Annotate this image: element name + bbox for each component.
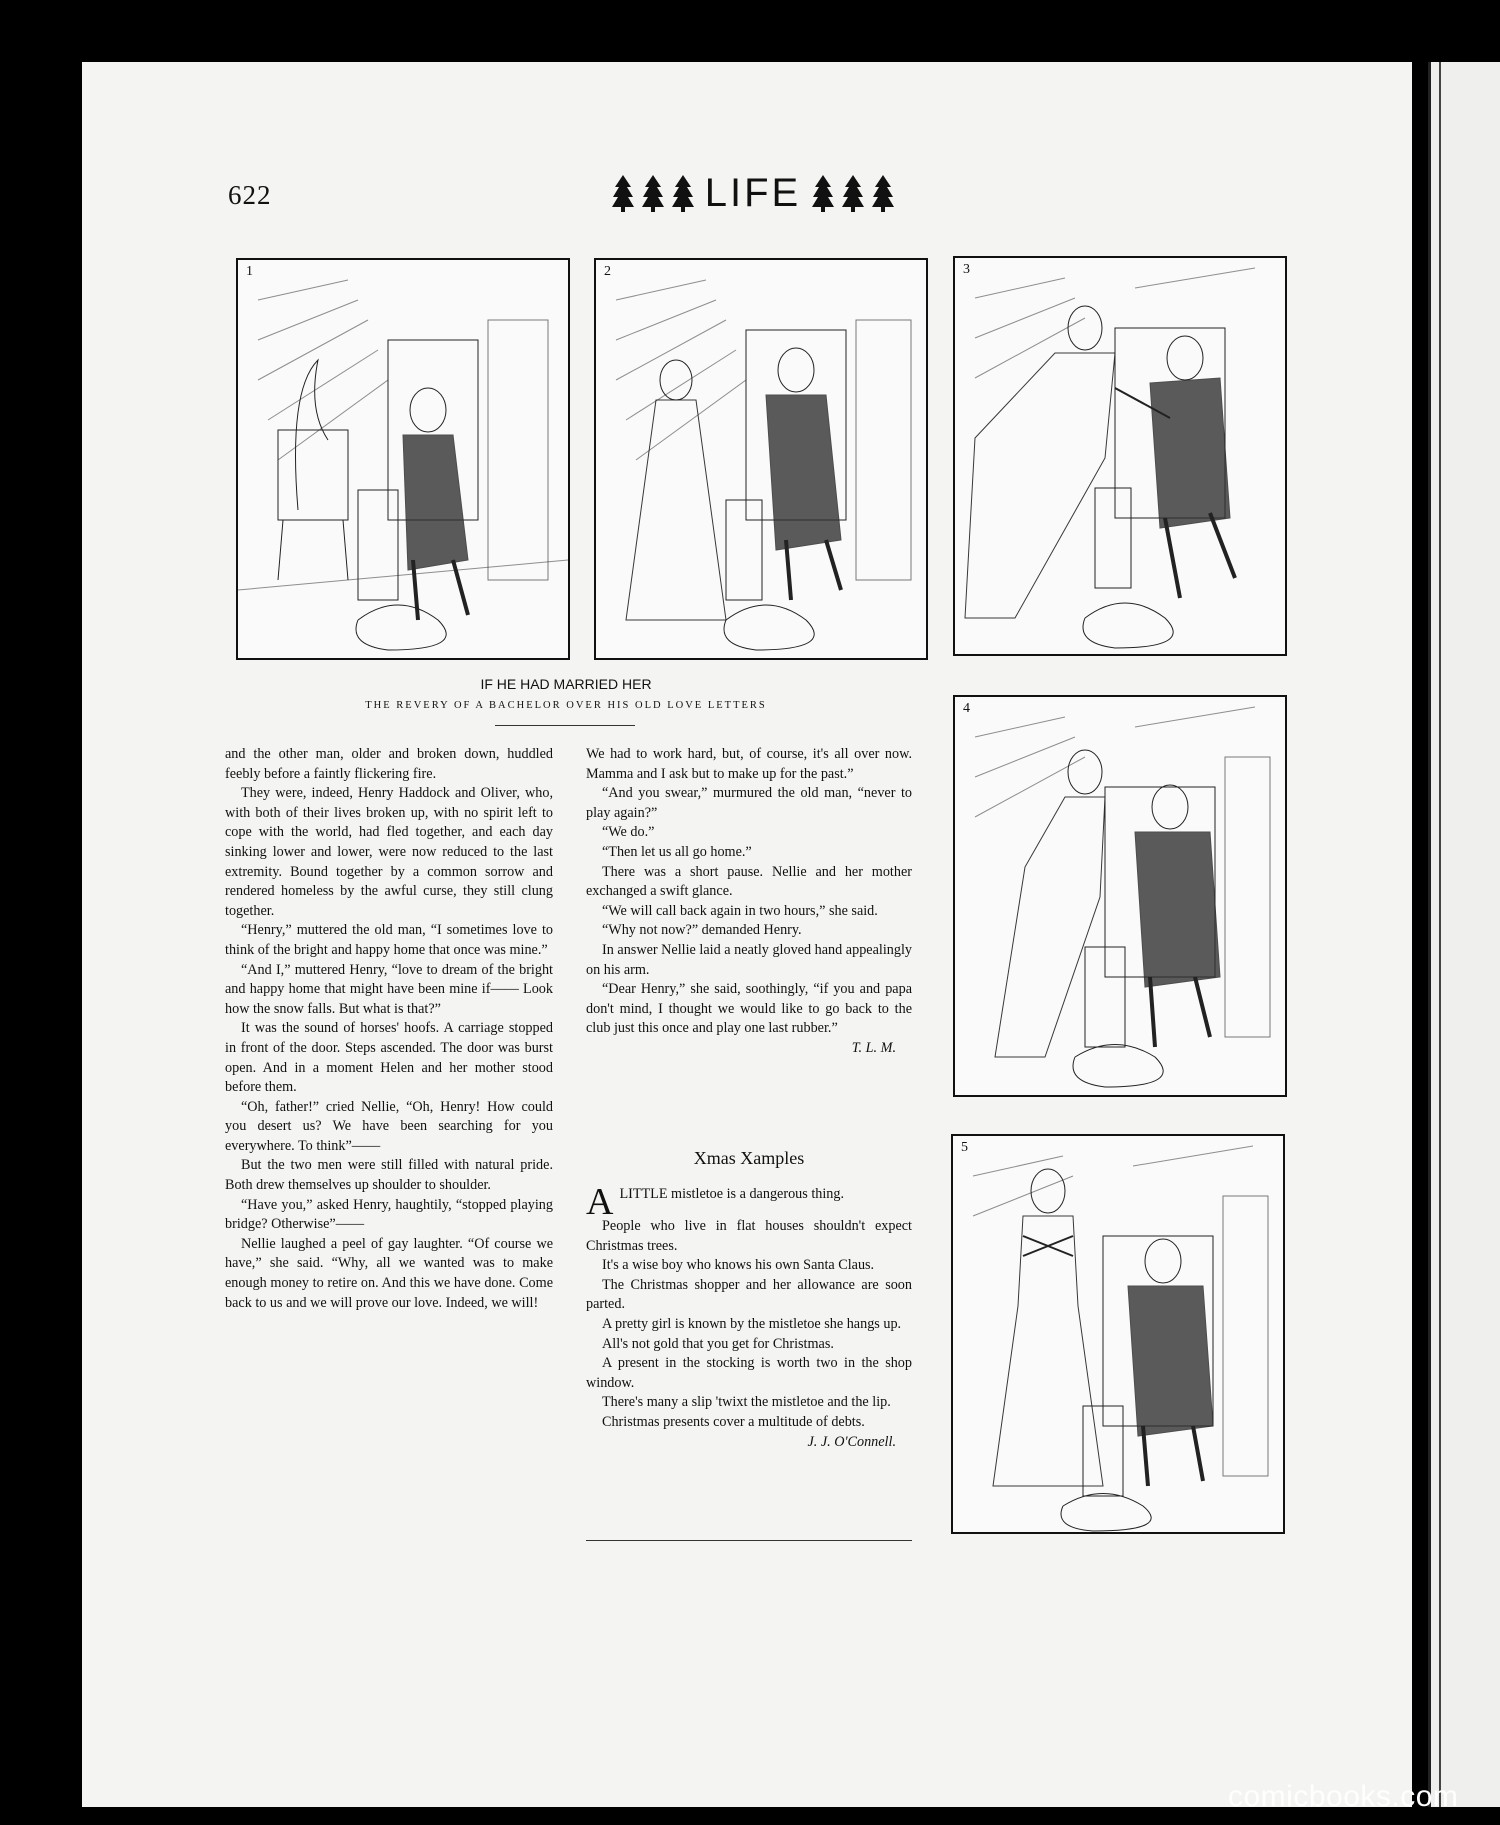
story-column-2 <box>586 745 912 1059</box>
tree-ornament-icon <box>841 173 865 213</box>
story-signature: T. L. M. <box>851 1039 896 1056</box>
xmas-line: The Christmas shopper and her allowance are soon parted. <box>586 1276 912 1313</box>
drop-cap: A <box>586 1181 614 1223</box>
story-paragraph: But the two men were still filled with natural pride. Both drew themselves up shoulder to shoulder. <box>225 1157 553 1194</box>
next-page-edge <box>1428 62 1500 1807</box>
xmas-line: There's many a slip 'twixt the mistletoe and the lip. <box>602 1394 891 1411</box>
comic-panel-5 <box>951 1134 1285 1534</box>
xmas-line: Christmas presents cover a multitude of debts. <box>602 1413 865 1430</box>
masthead <box>598 170 908 216</box>
comic-panel-3 <box>953 256 1287 656</box>
story-paragraph: There was a short pause. Nellie and her mother exchanged a swift glance. <box>586 863 912 900</box>
panel-illustration <box>238 260 568 658</box>
xmas-heading: Xmas Xamples <box>693 1148 805 1168</box>
cartoon-subtitle: THE REVERY OF A BACHELOR OVER HIS OLD LOVE LETTERS <box>365 700 767 711</box>
panel-illustration <box>596 260 926 658</box>
xmas-line: People who live in flat houses shouldn't expect Christmas trees. <box>586 1218 912 1254</box>
column-end-rule <box>586 1540 912 1541</box>
tree-ornament-icon <box>811 173 835 213</box>
story-paragraph: We had to work hard, but, of course, it's all over now. Mamma and I ask but to make up for the past.” <box>586 746 912 782</box>
xmas-line: A pretty girl is known by the mistletoe she hangs up. <box>602 1315 902 1332</box>
caption-divider <box>495 725 635 726</box>
story-paragraph: “And you swear,” murmured the old man, “never to play again?” <box>586 785 912 821</box>
panel-number: 3 <box>963 262 970 277</box>
panel-illustration <box>955 258 1285 654</box>
xmas-column <box>586 1181 912 1452</box>
story-paragraph: “We will call back again in two hours,” she said. <box>602 902 878 919</box>
cartoon-title: IF HE HAD MARRIED HER <box>480 676 652 692</box>
story-paragraph: In answer Nellie laid a neatly gloved hand appealingly on his arm. <box>586 941 912 978</box>
story-column-1 <box>225 745 553 1313</box>
tree-ornament-icon <box>641 173 665 213</box>
xmas-line: A present in the stocking is worth two in the shop window. <box>586 1355 912 1391</box>
panel-number: 4 <box>963 701 970 716</box>
story-paragraph: “Oh, father!” cried Nellie, “Oh, Henry! How could you desert us? We have been searching for you everywhere. To think”—— <box>225 1098 553 1154</box>
xmas-line: All's not gold that you get for Christmas. <box>602 1335 834 1352</box>
page-number: 622 <box>228 180 272 210</box>
comic-panel-2 <box>594 258 928 660</box>
story-paragraph: It was the sound of horses' hoofs. A carriage stopped in front of the door. Steps ascended. The door was burst open. And in a moment Helen and her mother stood before them. <box>225 1020 553 1096</box>
story-paragraph: Nellie laughed a peel of gay laughter. “Of course we have,” she said. “Why, all we wanted was to make enough money to retire on. And this we have done. Come back to us and we will prove our love. Indeed, we will! <box>225 1235 553 1311</box>
story-paragraph: “Why not now?” demanded Henry. <box>602 922 802 939</box>
panel-number: 1 <box>246 264 253 279</box>
panel-number: 2 <box>604 264 611 279</box>
xmas-first-paragraph <box>586 1181 912 1223</box>
xmas-line: It's a wise boy who knows his own Santa Claus. <box>602 1257 875 1274</box>
story-paragraph: “Have you,” asked Henry, haughtily, “stopped playing bridge? Otherwise”—— <box>225 1196 553 1233</box>
panel-number: 5 <box>961 1140 968 1155</box>
story-paragraph: and the other man, older and broken down, huddled feebly before a faintly flickering fire. <box>225 746 553 782</box>
story-paragraph: “And I,” muttered Henry, “love to dream of the bright and happy home that might have been mine if—— Look how the snow falls. But what is that?” <box>225 961 553 1017</box>
watermark: comicbooks.com <box>1228 1780 1459 1813</box>
left-binding-shadow <box>0 0 82 1825</box>
panel-illustration <box>953 1136 1283 1532</box>
story-paragraph: “We do.” <box>602 824 655 841</box>
tree-ornament-icon <box>871 173 895 213</box>
tree-ornament-icon <box>611 173 635 213</box>
xmas-line: LITTLE mistletoe is a dangerous thing. <box>619 1186 845 1202</box>
story-paragraph: “Dear Henry,” she said, soothingly, “if you and papa don't mind, I thought we would like to go back to the club just this once and play one last rubber.” <box>586 981 912 1037</box>
comic-panel-1 <box>236 258 570 660</box>
tree-ornament-icon <box>671 173 695 213</box>
comic-panel-4 <box>953 695 1287 1097</box>
xmas-author: J. J. O'Connell. <box>807 1433 896 1450</box>
masthead-title: LIFE <box>704 170 802 215</box>
story-paragraph: “Then let us all go home.” <box>602 843 752 860</box>
story-paragraph: They were, indeed, Henry Haddock and Oliver, who, with both of their lives broken up, with no spirit left to cope with the world, had fled together, and each day sinking lower and lower, were now reduced to the last extremity. Bound together by a common sorrow and rendered homeless by the awful curse, they still clung together. <box>225 785 553 919</box>
story-paragraph: “Henry,” muttered the old man, “I sometimes love to think of the bright and happy home that once was mine.” <box>225 922 553 958</box>
panel-illustration <box>955 697 1285 1095</box>
